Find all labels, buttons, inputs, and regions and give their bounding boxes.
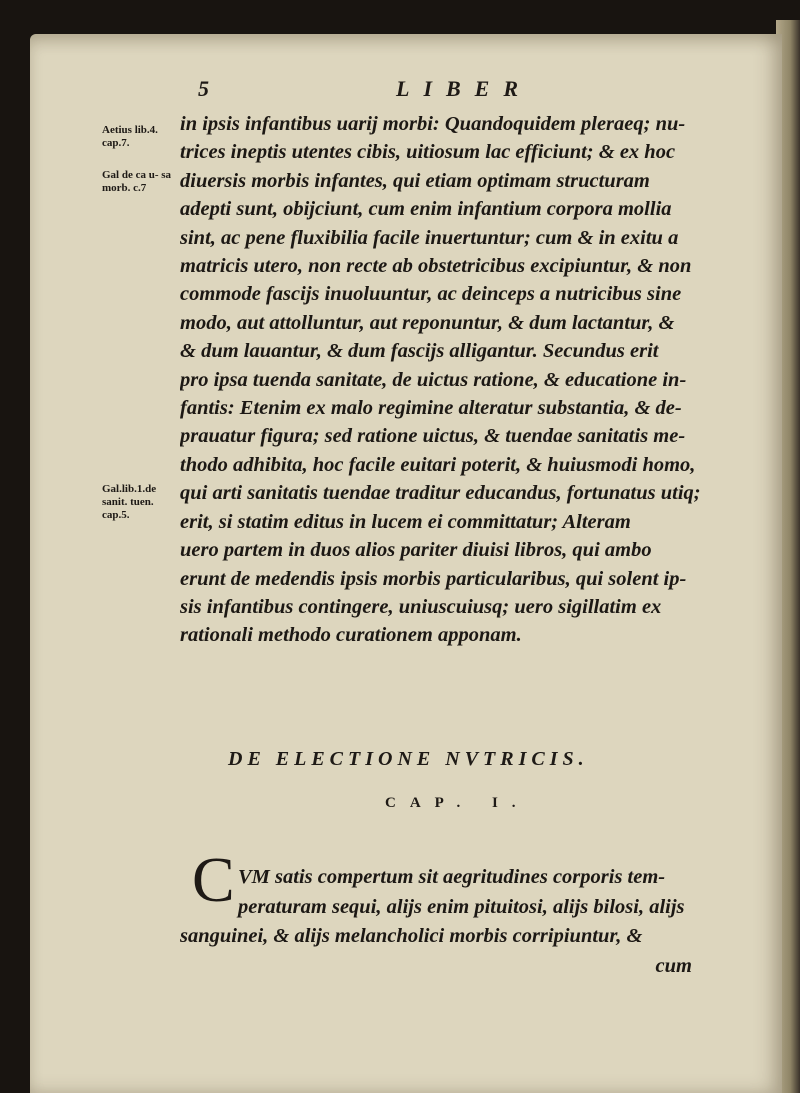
- chapter-number: CAP. I.: [385, 795, 530, 811]
- margin-note-aetius: Aetius lib.4. cap.7.: [102, 124, 158, 149]
- text-line: qui arti sanitatis tuendae traditur educandus, fortunatus utiq;: [180, 482, 701, 505]
- chapter-text-block: [180, 863, 720, 981]
- text-line: erit, si statim editus in lucem ei committatur; Alteram: [180, 510, 631, 533]
- text-line: erunt de medendis ipsis morbis particularibus, qui solent ip-: [180, 567, 687, 590]
- chapter-heading: DE ELECTIONE NVTRICIS.: [228, 748, 589, 770]
- catchword: cum: [655, 954, 692, 977]
- drop-cap-initial: C: [192, 844, 235, 915]
- text-line: diuersis morbis infantes, qui etiam optimam structuram: [180, 169, 650, 192]
- text-line: thodo adhibita, hoc facile euitari poterit, & huiusmodi homo,: [180, 453, 696, 476]
- margin-note-galen-sanitate: Gal.lib.1.de sanit. tuen. cap.5.: [102, 483, 157, 521]
- text-line: uero partem in duos alios pariter diuisi libros, qui ambo: [180, 539, 652, 562]
- running-title: LIBER: [396, 76, 533, 101]
- text-line: & dum lauantur, & dum fascijs alligantur. Secundus erit: [180, 340, 659, 363]
- page-number: 5: [198, 76, 209, 101]
- text-line: fantis: Etenim ex malo regimine alteratur substantia, & de-: [180, 397, 682, 420]
- text-line: trices ineptis utentes cibis, uitiosum lac efficiunt; & ex hoc: [180, 141, 676, 164]
- chapter-text-line: VM satis compertum sit aegritudines corporis tem-: [238, 866, 666, 888]
- text-line: sis infantibus contingere, uniuscuiusq; uero sigillatim ex: [180, 595, 662, 618]
- text-line: rationali methodo curationem apponam.: [180, 624, 522, 647]
- text-line: adepti sunt, obijciunt, cum enim infantium corpora mollia: [180, 198, 672, 221]
- text-line: in ipsis infantibus uarij morbi: Quandoquidem pleraeq; nu-: [180, 113, 686, 135]
- margin-note-galen-causa: Gal de ca u- sa morb. c.7: [102, 169, 172, 194]
- text-line: pro ipsa tuenda sanitate, de uictus ratione, & educatione in-: [180, 368, 687, 391]
- main-text-block: [180, 110, 715, 650]
- page-header: [170, 76, 730, 112]
- text-line: modo, aut attolluntur, aut reponuntur, & dum lactantur, &: [180, 311, 675, 334]
- chapter-text-line: sanguinei, & alijs melancholici morbis corripiuntur, &: [180, 925, 643, 947]
- text-line: prauatur figura; sed ratione uictus, & tuendae sanitatis me-: [180, 425, 686, 448]
- text-line: matricis utero, non recte ab obstetricibus excipiuntur, & non: [180, 255, 692, 278]
- chapter-text-line: peraturam sequi, alijs enim pituitosi, alijs bilosi, alijs: [238, 895, 685, 918]
- text-line: commode fascijs inuoluuntur, ac deinceps a nutricibus sine: [180, 283, 682, 306]
- text-line: sint, ac pene fluxibilia facile inuertuntur; cum & in exitu a: [180, 226, 679, 249]
